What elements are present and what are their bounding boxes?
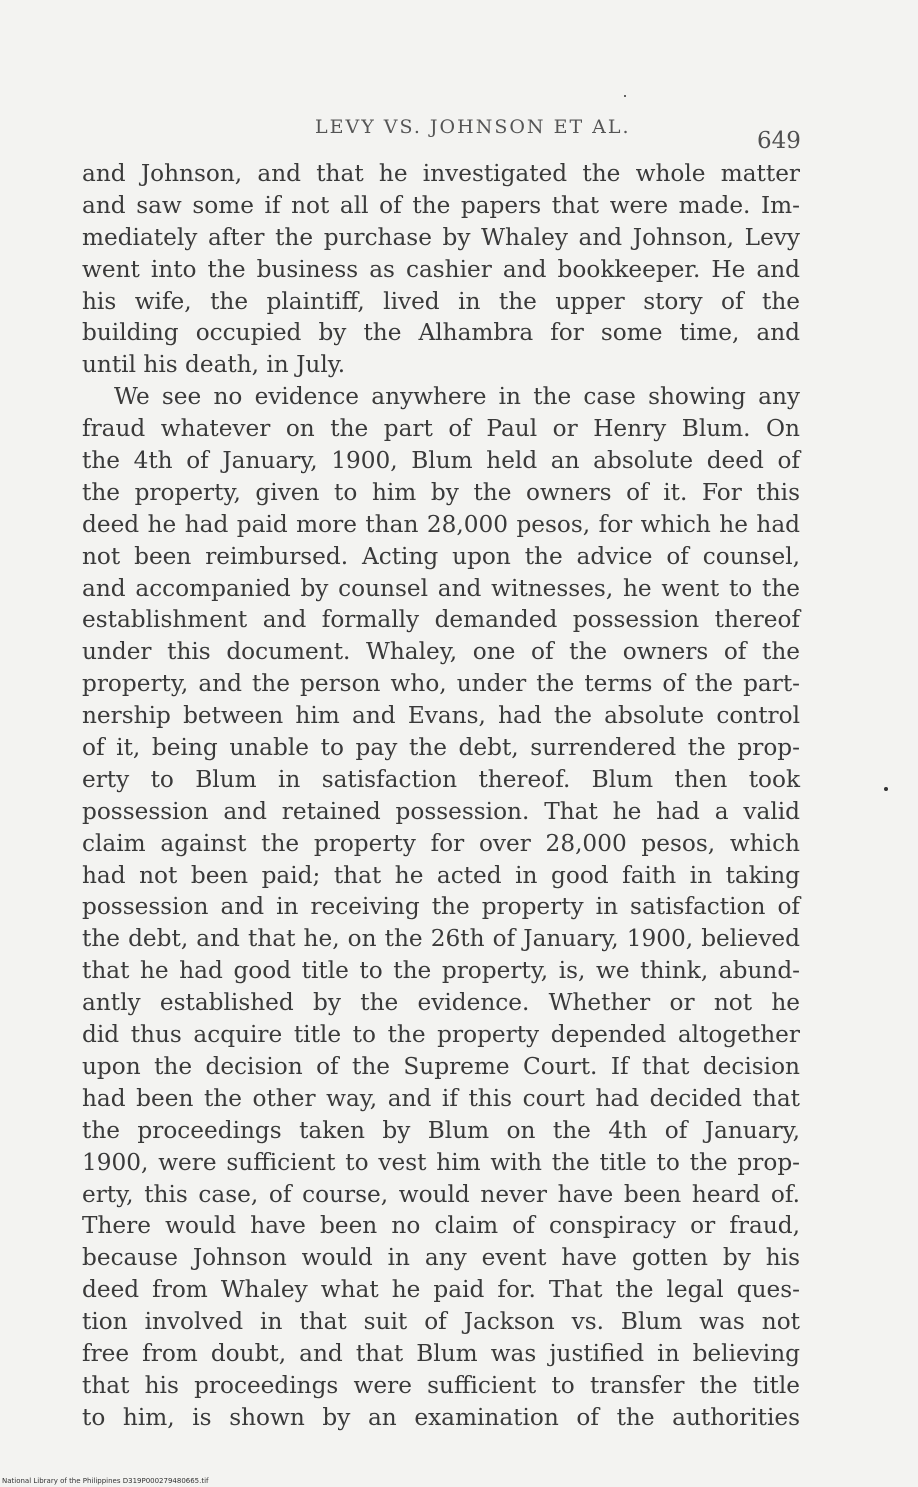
text-line: and Johnson, and that he investigated the whole matter <box>82 160 800 187</box>
text-line: did thus acquire title to the property depended altogether <box>82 1021 800 1049</box>
text-line: the proceedings taken by Blum on the 4th of January, <box>82 1116 800 1144</box>
text-line: There would have been no claim of conspiracy or fraud, <box>82 1212 800 1240</box>
text-line: the property, given to him by the owners of it. For this <box>82 478 800 506</box>
text-line: to him, is shown by an examination of the authorities <box>82 1403 800 1431</box>
text-line: 1900, were sufficient to vest him with the title to the prop- <box>82 1148 800 1176</box>
text-line: and accompanied by counsel and witnesses, he went to the <box>82 574 800 602</box>
scan-speck <box>624 95 626 97</box>
text-line: tion involved in that suit of Jackson vs. Blum was not <box>82 1308 800 1336</box>
text-line: and saw some if not all of the papers that were made. Im- <box>82 191 800 219</box>
text-line: not been reimbursed. Acting upon the advice of counsel, <box>82 542 800 570</box>
scan-footer: National Library of the Philippines D319P000279480665.tif <box>2 1477 209 1485</box>
scan-speck <box>884 787 888 791</box>
text-line: upon the decision of the Supreme Court. If that decision <box>82 1052 800 1080</box>
text-line: deed from Whaley what he paid for. That the legal ques- <box>82 1276 800 1304</box>
text-line: that his proceedings were sufficient to transfer the title <box>82 1371 800 1399</box>
text-line: went into the business as cashier and bookkeeper. He and <box>82 255 800 283</box>
text-line: fraud whatever on the part of Paul or Henry Blum. On <box>82 415 800 443</box>
text-line: the debt, and that he, on the 26th of January, 1900, believed <box>82 925 800 953</box>
text-line: antly established by the evidence. Whether or not he <box>82 989 800 1017</box>
page-number: 649 <box>757 128 801 154</box>
text-line: claim against the property for over 28,000 pesos, which <box>82 829 800 857</box>
text-line: deed he had paid more than 28,000 pesos, for which he had <box>82 510 800 538</box>
text-line: establishment and formally demanded possession thereof <box>82 606 800 634</box>
text-line: his wife, the plaintiff, lived in the upper story of the <box>82 287 800 315</box>
text-line: had not been paid; that he acted in good faith in taking <box>82 861 800 889</box>
text-line: had been the other way, and if this court had decided that <box>82 1084 800 1112</box>
text-line: erty to Blum in satisfaction thereof. Blum then took <box>82 765 800 793</box>
text-line: possession and retained possession. That he had a valid <box>82 797 800 825</box>
text-line: mediately after the purchase by Whaley and Johnson, Levy <box>82 223 800 251</box>
text-line: nership between him and Evans, had the absolute control <box>82 702 800 730</box>
text-line: under this document. Whaley, one of the owners of the <box>82 638 800 666</box>
text-line: the 4th of January, 1900, Blum held an absolute deed of <box>82 447 800 475</box>
body-text <box>82 158 800 1434</box>
text-line: because Johnson would in any event have gotten by his <box>82 1244 800 1272</box>
text-line: property, and the person who, under the terms of the part- <box>82 670 800 698</box>
running-head: LEVY VS. JOHNSON ET AL. <box>315 116 631 138</box>
text-line: We see no evidence anywhere in the case showing any <box>114 383 800 411</box>
text-line: possession and in receiving the property in satisfaction of <box>82 893 800 921</box>
text-line: free from doubt, and that Blum was justified in believing <box>82 1339 800 1367</box>
text-line: erty, this case, of course, would never have been heard of. <box>82 1180 800 1208</box>
text-line: that he had good title to the property, is, we think, abund- <box>82 957 800 985</box>
text-line: of it, being unable to pay the debt, surrendered the prop- <box>82 734 800 762</box>
text-line: building occupied by the Alhambra for some time, and <box>82 319 800 347</box>
text-line: until his death, in July. <box>82 351 346 379</box>
